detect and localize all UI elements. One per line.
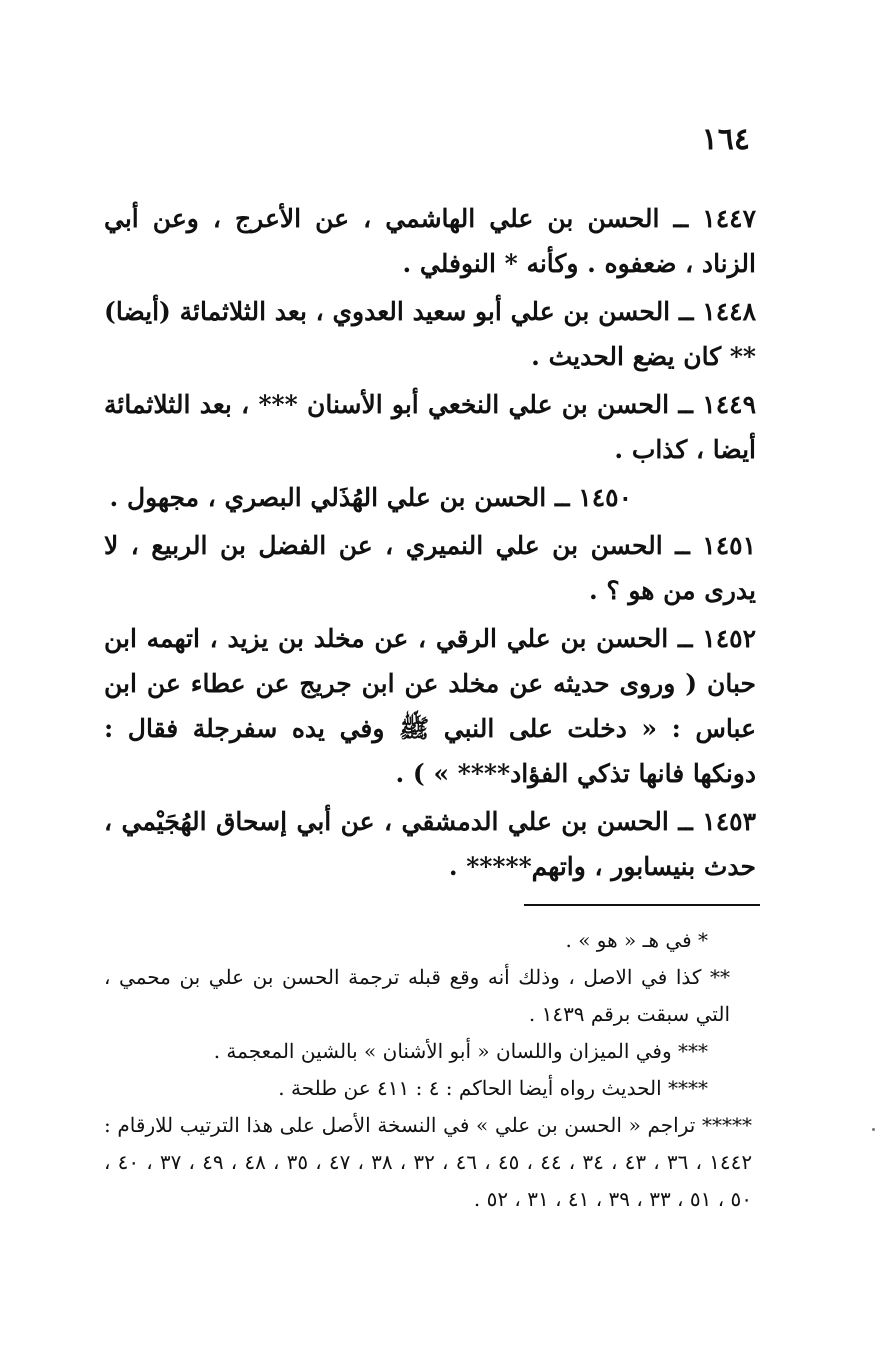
footnote-2: ** كذا في الاصل ، وذلك أنه وقع قبله ترجمة الحسن بن علي بن محمي ، التي سبقت برقم ١٤٣٩ . <box>104 965 730 1026</box>
footnote-3: *** وفي الميزان واللسان « أبو الأشنان » بالشين المعجمة . <box>213 1039 708 1063</box>
entry-1449: ١٤٤٩ ــ الحسن بن علي النخعي أبو الأسنان *** ، بعد الثلاثمائة أيضا ، كذاب . <box>104 390 756 464</box>
entry-1451: ١٤٥١ ــ الحسن بن علي النميري ، عن الفضل بن الربيع ، لا يدرى من هو ؟ . <box>104 531 756 605</box>
entry-1447: ١٤٤٧ ــ الحسن بن علي الهاشمي ، عن الأعرج ، وعن أبي الزناد ، ضعفوه . وكأنه * النوفلي . <box>104 204 756 278</box>
entry-1452: ١٤٥٢ ــ الحسن بن علي الرقي ، عن مخلد بن يزيد ، اتهمه ابن حبان ( وروى حديثه عن مخلد عن ابن جريج عن عطاء عن ابن عباس : « دخلت على النبي ﷺ وفي يده سفرجلة فقال : دونكها فانها تذكي الفؤاد**** » ) . <box>104 624 756 788</box>
footnote-separator <box>524 904 760 906</box>
footnote-4: **** الحديث رواه أيضا الحاكم : ٤ : ٤١١ عن طلحة . <box>278 1076 708 1100</box>
page-number: ١٦٤ <box>701 122 750 157</box>
footnote-5: ***** تراجم « الحسن بن علي » في النسخة الأصل على هذا الترتيب للارقام : ١٤٤٢ ، ٣٦ ، ٤٣ ، ٣٤ ، ٤٤ ، ٤٥ ، ٤٦ ، ٣٢ ، ٣٨ ، ٤٧ ، ٣٥ ، ٤٨ ، ٤٩ ، ٣٧ ، ٤٠ ، ٥٠ ، ٥١ ، ٣٣ ، ٣٩ ، ٤١ ، ٣١ ، ٥٢ . <box>104 1113 753 1211</box>
footnotes <box>104 922 752 1218</box>
scan-speck <box>872 1128 875 1131</box>
entry-1453: ١٤٥٣ ــ الحسن بن علي الدمشقي ، عن أبي إسحاق الهُجَيْمي ، حدث بنيسابور ، واتهم***** . <box>104 807 756 881</box>
biography-entries <box>104 196 756 892</box>
entry-1450: ١٤٥٠ ــ الحسن بن علي الهُذَلي البصري ، مجهول . <box>109 483 632 512</box>
footnote-1: * في هـ « هو » . <box>565 928 708 952</box>
entry-1448: ١٤٤٨ ــ الحسن بن علي أبو سعيد العدوي ، بعد الثلاثمائة (أيضا) ** كان يضع الحديث . <box>104 297 756 371</box>
